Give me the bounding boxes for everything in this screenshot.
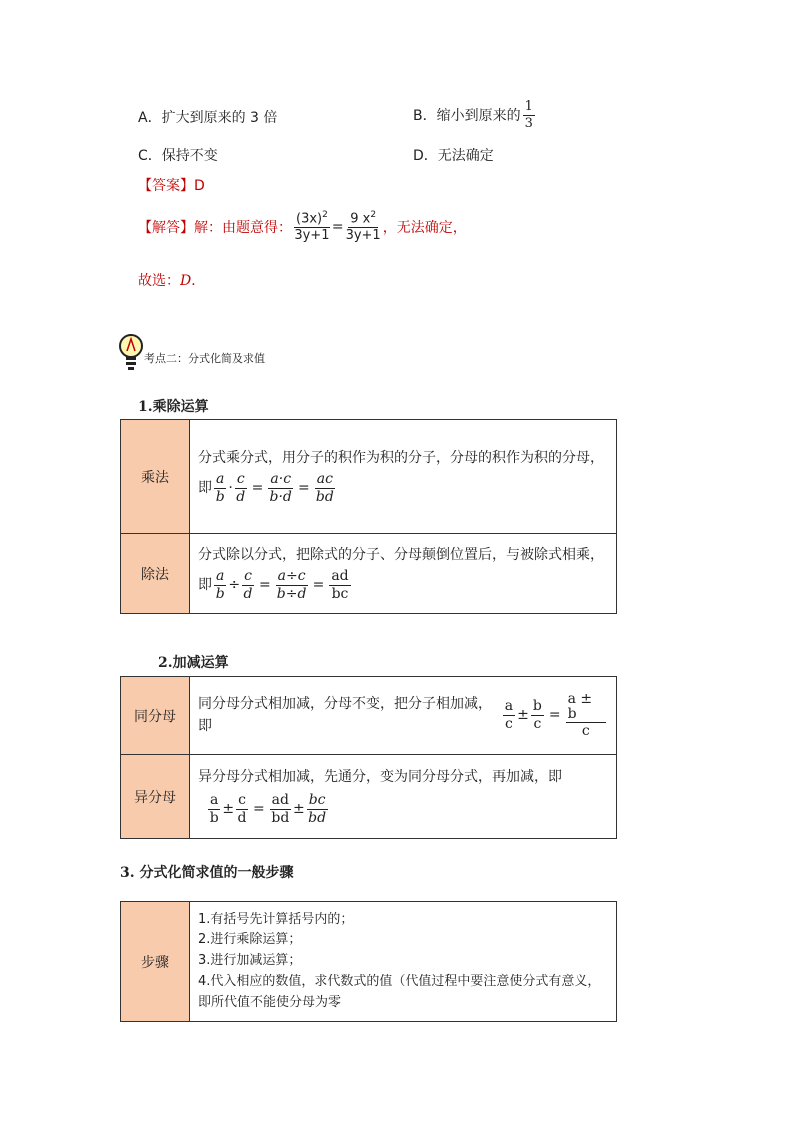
- table-row: [121, 420, 617, 534]
- fraction: $\frac{a \pm b}{c}$: [566, 692, 606, 739]
- section2-heading: 2.加减运算: [158, 655, 229, 671]
- choose-line: 故选：D．: [138, 273, 206, 289]
- choice-b-text: B．缩小到原来的: [413, 108, 521, 125]
- fraction: $\frac{ad}{bd}$: [271, 792, 290, 826]
- answer-tag: 【答案】: [138, 178, 194, 194]
- row-label-same-denominator: 同分母: [121, 677, 190, 755]
- row-content-multiply: [190, 420, 617, 534]
- fraction-numerator: 9 x: [350, 211, 371, 227]
- fraction-denominator: 3y+1: [345, 227, 381, 243]
- fraction: $\frac{a\cdot c}{b\cdot d}$: [269, 471, 292, 505]
- kaodian-title: 考点二：分式化简及求值: [144, 352, 265, 365]
- rule-text: 分式除以分式，把除式的分子、分母颠倒位置后，与被除式相乘，: [198, 547, 604, 564]
- rule-text: 同分母分式相加减，分母不变，把分子相加减，即: [198, 695, 492, 734]
- section1-heading: 1.乘除运算: [138, 399, 209, 415]
- row-content-divide: [190, 534, 617, 614]
- fraction: $\frac{ac}{bd}$: [315, 471, 334, 505]
- fraction: $\frac{a\div c}{b\div d}$: [276, 568, 307, 602]
- table-row: [121, 677, 617, 755]
- fraction: $\frac{bc}{bd}$: [308, 792, 327, 826]
- row-label-multiply: 乘法: [121, 420, 190, 534]
- fraction-numerator: (3x): [296, 211, 323, 227]
- fraction: $\frac{a}{b}$: [209, 792, 219, 826]
- fraction: $\frac{c}{d}$: [237, 792, 247, 826]
- answer-value: D: [194, 178, 205, 194]
- solution-tag: 【解答】: [138, 219, 194, 236]
- formula: 即 $\frac{a}{b}$ ÷ $\frac{c}{d}$ = $\frac{a\div c}{b\div d}$ = $\frac{ad}{bc}$: [198, 568, 349, 602]
- solution-lead: 解：由题意得：: [194, 219, 292, 236]
- fraction-numerator: 1: [524, 99, 533, 114]
- list-item: 4.代入相应的数值，求代数式的值（代值过程中要注意使分式有意义，即所代值不能使分母为零: [198, 973, 601, 1010]
- fraction: $\frac{ad}{bc}$: [331, 568, 349, 602]
- table-row: [121, 902, 617, 1022]
- row-content-different-denominator: [190, 755, 617, 839]
- fraction-denominator: 3: [524, 115, 533, 131]
- fraction: $\frac{a}{c}$: [504, 698, 514, 732]
- lightbulb-icon: [118, 333, 144, 373]
- solution-tail: ，无法确定，: [382, 219, 467, 236]
- formula: 同分母分式相加减，分母不变，把分子相加减，即 $\frac{a}{c}$ ± $\frac{b}{c}$ = $\frac{a \pm b}{c}$: [198, 692, 608, 739]
- rule-text: 异分母分式相加减，先通分，变为同分母分式，再加减，即: [198, 769, 562, 786]
- choose-value: D: [180, 273, 192, 289]
- multiply-divide-table: [120, 419, 617, 614]
- equals-sign: =: [331, 218, 344, 235]
- formula: $\frac{a}{b}$ ± $\frac{c}{d}$ = $\frac{ad}{bd}$ ± $\frac{bc}{bd}$: [209, 792, 327, 826]
- list-item: 2.进行乘除运算；: [198, 932, 302, 948]
- answer-line: [138, 175, 205, 195]
- solution-fraction-1: $\frac{(3x)^2}{3y+1}$: [294, 210, 330, 243]
- solution-line: [138, 211, 467, 243]
- choice-c: C．保持不变: [138, 148, 218, 164]
- formula: 即 $\frac{a}{b}$ · $\frac{c}{d}$ = $\frac{a\cdot c}{b\cdot d}$ = $\frac{ac}{bd}$: [198, 471, 334, 505]
- row-label-divide: 除法: [121, 534, 190, 614]
- choice-d: D．无法确定: [413, 148, 494, 164]
- list-item: 3.进行加减运算；: [198, 953, 302, 969]
- steps-list: [190, 902, 617, 1022]
- choice-b: [413, 100, 537, 130]
- table-row: [121, 755, 617, 839]
- fraction: $\frac{a}{b}$: [215, 471, 225, 505]
- list-item: 1.有括号先计算括号内的；: [198, 911, 354, 927]
- steps-table: [120, 901, 617, 1022]
- choice-a: A．扩大到原来的 3 倍: [138, 110, 278, 126]
- choice-b-fraction: [523, 100, 535, 130]
- row-label-steps: 步骤: [121, 902, 190, 1022]
- add-subtract-table: [120, 676, 617, 839]
- fraction-denominator: 3y+1: [294, 227, 330, 243]
- section3-heading: 3. 分式化简求值的一般步骤: [120, 865, 294, 881]
- rule-text: 分式乘分式，用分子的积作为积的分子，分母的积作为积的分母，: [198, 450, 604, 467]
- fraction: $\frac{b}{c}$: [532, 698, 542, 732]
- fraction: $\frac{c}{d}$: [236, 471, 246, 505]
- choose-prefix: 故选：: [138, 273, 180, 289]
- fraction: $\frac{a}{b}$: [215, 568, 225, 602]
- row-content-same-denominator: [190, 677, 617, 755]
- fraction: $\frac{c}{d}$: [243, 568, 253, 602]
- solution-fraction-2: $\frac{9 x^2}{3y+1}$: [345, 210, 381, 243]
- table-row: [121, 534, 617, 614]
- row-label-different-denominator: 异分母: [121, 755, 190, 839]
